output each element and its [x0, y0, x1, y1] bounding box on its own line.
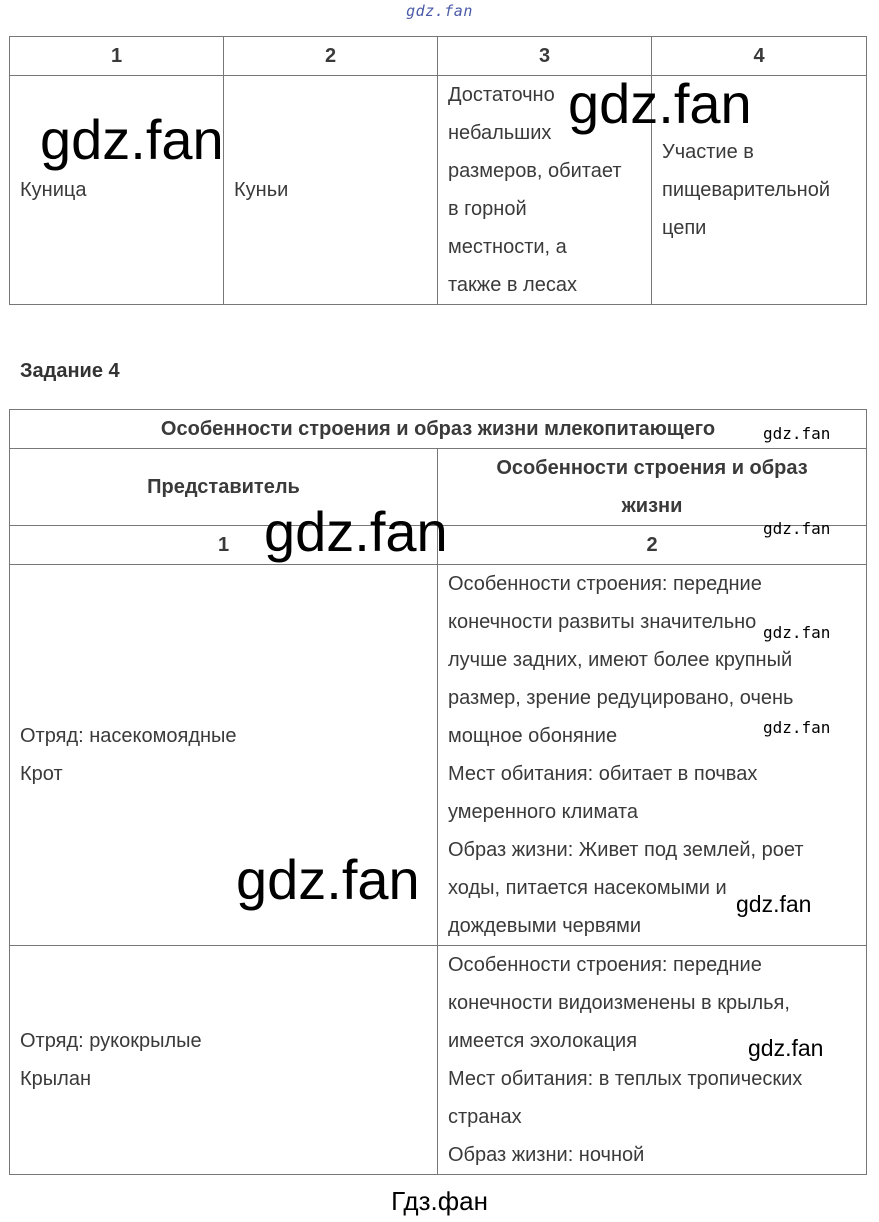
- representative-cell: [10, 946, 438, 1175]
- text-line: небальших: [448, 122, 552, 144]
- table-title: Особенности строения и образ жизни млекопитающего: [10, 410, 867, 449]
- watermark: gdz.fan: [763, 519, 831, 538]
- text-line: мощное обоняние: [448, 725, 618, 747]
- description-cell: [438, 565, 867, 946]
- table-row: [10, 565, 867, 946]
- text-line: странах: [448, 1106, 522, 1128]
- animal-name-cell: Куница: [10, 76, 224, 305]
- text-line: Мест обитания: обитает в почвах: [448, 763, 758, 785]
- family-cell: Куньи: [224, 76, 438, 305]
- text-line: Особенности строения: передние: [448, 573, 762, 595]
- header-line: Особенности строения и образ: [496, 457, 808, 479]
- representative-header: Представитель: [10, 449, 438, 526]
- text-line: дождевыми червями: [448, 915, 642, 937]
- table-row: [10, 946, 867, 1175]
- text-line: Мест обитания: в теплых тропических: [448, 1068, 803, 1090]
- watermark: gdz.fan: [236, 848, 420, 911]
- text-line: пищеварительной: [662, 179, 830, 201]
- task-heading: Задание 4: [20, 360, 120, 382]
- table-header-row: [10, 37, 867, 76]
- text-line: Крылан: [20, 1068, 91, 1090]
- text-line: Образ жизни: ночной: [448, 1144, 645, 1166]
- text-line: умеренного климата: [448, 801, 638, 823]
- features-header: [438, 449, 867, 526]
- watermark: gdz.fan: [736, 891, 812, 917]
- text-line: лучше задних, имеют более крупный: [448, 649, 793, 671]
- column-header: 4: [652, 37, 867, 76]
- text-line: Отряд: рукокрылые: [20, 1030, 202, 1052]
- watermark: gdz.fan: [568, 72, 752, 135]
- text-line: Участие в: [662, 141, 754, 163]
- text-line: Достаточно: [448, 84, 555, 106]
- text-line: конечности развиты значительно: [448, 611, 757, 633]
- text-line: также в лесах: [448, 274, 577, 296]
- column-header: 3: [438, 37, 652, 76]
- watermark: gdz.fan: [763, 718, 831, 737]
- watermark: gdz.fan: [748, 1035, 824, 1061]
- text-line: местности, а: [448, 236, 567, 258]
- text-line: в горной: [448, 198, 527, 220]
- header-line: жизни: [621, 495, 683, 517]
- column-number: 2: [438, 526, 867, 565]
- text-line: имеется эхолокация: [448, 1030, 638, 1052]
- column-header: 1: [10, 37, 224, 76]
- watermark: gdz.fan: [763, 623, 831, 642]
- table-title-row: [10, 410, 867, 449]
- text-line: конечности видоизменены в крылья,: [448, 992, 790, 1014]
- watermark: gdz.fan: [264, 500, 448, 563]
- column-number: 1: [10, 526, 438, 565]
- text-line: Особенности строения: передние: [448, 954, 762, 976]
- column-header: 2: [224, 37, 438, 76]
- text-line: Крот: [20, 763, 63, 785]
- footer-site-name: Гдз.фан: [391, 1186, 488, 1216]
- text-line: размер, зрение редуцировано, очень: [448, 687, 794, 709]
- watermark: gdz.fan: [763, 424, 831, 443]
- watermark: gdz.fan: [40, 108, 224, 171]
- text-line: Отряд: насекомоядные: [20, 725, 237, 747]
- text-line: цепи: [662, 217, 707, 239]
- text-line: Образ жизни: Живет под землей, роет: [448, 839, 804, 861]
- text-line: ходы, питается насекомыми и: [448, 877, 727, 899]
- text-line: размеров, обитает: [448, 160, 622, 182]
- top-watermark: gdz.fan: [406, 2, 473, 20]
